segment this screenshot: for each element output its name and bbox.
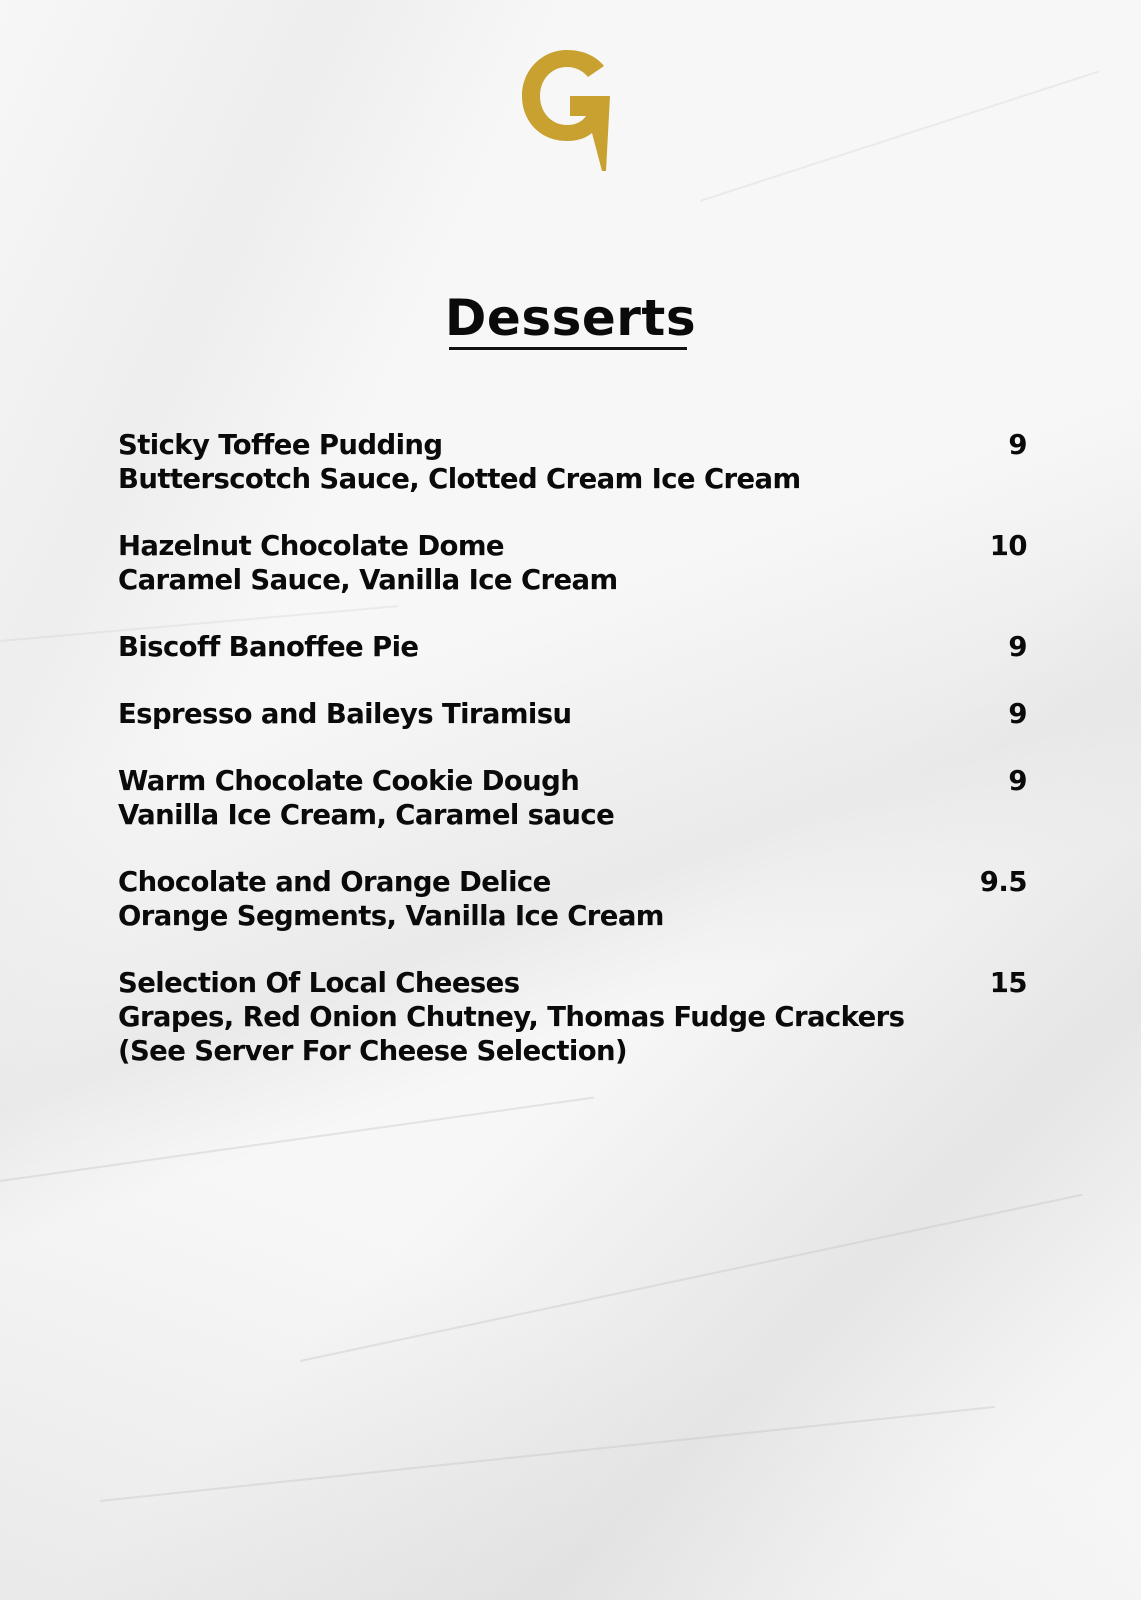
menu-item xyxy=(118,966,1027,1068)
menu-item-description: Caramel Sauce, Vanilla Ice Cream xyxy=(118,564,618,596)
menu-item xyxy=(118,697,1027,731)
g-logo-shape xyxy=(522,50,610,171)
menu-item-price: 10 xyxy=(989,530,1027,562)
menu-item-price: 9.5 xyxy=(979,866,1027,898)
menu-item-name: Hazelnut Chocolate Dome xyxy=(118,530,504,562)
menu-item-description: Orange Segments, Vanilla Ice Cream xyxy=(118,900,664,932)
menu-item xyxy=(118,865,1027,933)
menu-item-price: 9 xyxy=(1008,765,1027,797)
marble-vein xyxy=(100,1406,995,1502)
g-logo-icon xyxy=(520,48,615,173)
menu-item-name: Warm Chocolate Cookie Dough xyxy=(118,765,580,797)
marble-vein xyxy=(300,1194,1083,1362)
marble-vein xyxy=(700,70,1100,202)
menu-item-description: Grapes, Red Onion Chutney, Thomas Fudge Crackers xyxy=(118,1001,905,1033)
page-title: Desserts xyxy=(444,289,697,347)
marble-vein xyxy=(0,1097,594,1182)
menu-item xyxy=(118,764,1027,832)
menu-item xyxy=(118,630,1027,664)
menu-item-price: 15 xyxy=(989,967,1027,999)
menu-item-name: Sticky Toffee Pudding xyxy=(118,429,443,461)
menu-item-price: 9 xyxy=(1008,429,1027,461)
menu-item-name: Espresso and Baileys Tiramisu xyxy=(118,698,572,730)
menu-item-description: (See Server For Cheese Selection) xyxy=(118,1035,627,1067)
menu-item-price: 9 xyxy=(1008,698,1027,730)
menu-item xyxy=(118,428,1027,496)
menu-item-name: Biscoff Banoffee Pie xyxy=(118,631,419,663)
menu-item-price: 9 xyxy=(1008,631,1027,663)
menu-item-description: Butterscotch Sauce, Clotted Cream Ice Cream xyxy=(118,463,801,495)
menu-item-name: Selection Of Local Cheeses xyxy=(118,967,520,999)
title-underline xyxy=(449,347,687,350)
menu-item-description: Vanilla Ice Cream, Caramel sauce xyxy=(118,799,615,831)
dessert-menu-list xyxy=(118,428,1027,1101)
menu-item xyxy=(118,529,1027,597)
menu-item-name: Chocolate and Orange Delice xyxy=(118,866,551,898)
